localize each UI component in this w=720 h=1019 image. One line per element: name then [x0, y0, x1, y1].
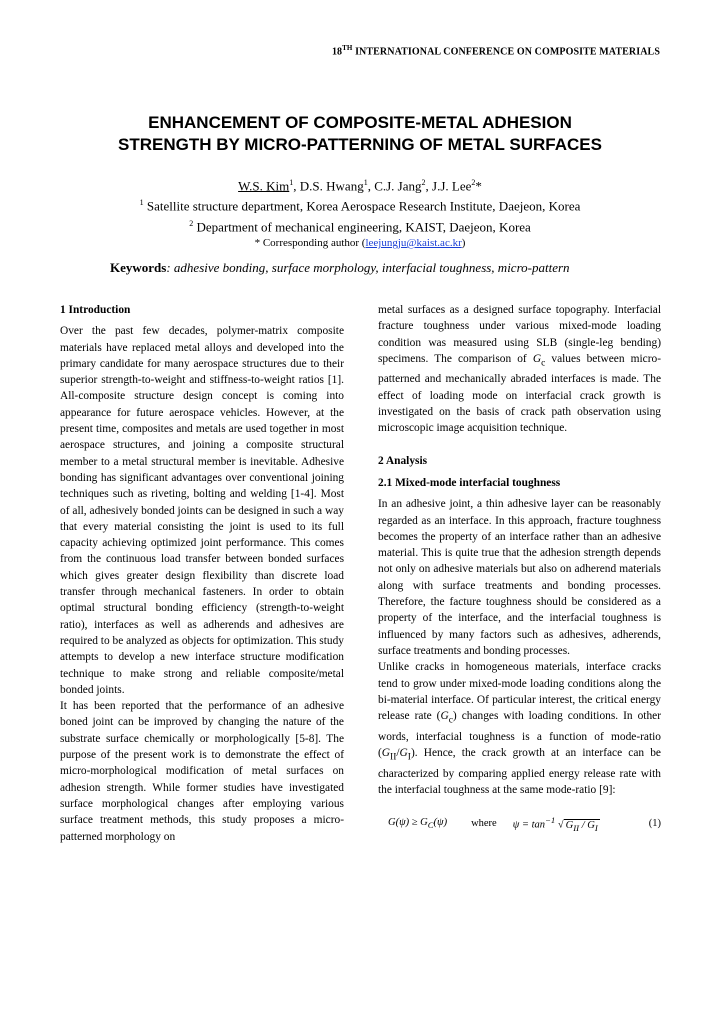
right-column: [378, 302, 661, 836]
paragraph: Unlike cracks in homogeneous materials, interface cracks tend to grow under mixed-mode loading conditions along the bi-material interface. Of particular interest, the critical energy release rate $(G_c)$ changes with loading conditions. In other words, interfacial toughness is a function of mode-ratio $(G_{II}/G_I)$. Hence, the crack growth at an interface can be characterized by comparing applied energy release rate with the interfacial toughness at the same mode-ratio [9]:: [378, 661, 661, 796]
keywords: Keywords: adhesive bonding, surface morphology, interfacial toughness, micro-pattern: [110, 260, 570, 275]
title-line-2: STRENGTH BY MICRO-PATTERNING OF METAL SURFACES: [118, 135, 602, 154]
section-heading-analysis: 2 Analysis: [378, 454, 428, 467]
author-list: W.S. Kim$^1$, D.S. Hwang$^1$, C.J. Jang$^2$, J.J. Lee$^2$*: [238, 178, 482, 194]
equation-number: (1): [648, 817, 661, 829]
title-line-1: ENHANCEMENT OF COMPOSITE-METAL ADHESION: [148, 113, 572, 132]
equation-1: [378, 812, 661, 836]
author-block: [0, 174, 720, 252]
conference-header: 18TH INTERNATIONAL CONFERENCE ON COMPOSITE MATERIALS: [331, 44, 660, 58]
paragraph: In an adhesive joint, a thin adhesive layer can be reasonably regarded as an interface. In this approach, fracture toughness becomes the property of an interface rather than an adhesive material. This is quite true that the adhesion strength depends not only on adhesive materials but also on adherend materials along with surface treatments and bonding processes. Therefore, the facture toughness should be considered as a property of the interface, and the interfacial toughness is influenced by many factors such as adhesives, adherends, surface treatments and bonding processes.: [378, 498, 661, 657]
subsection-heading: 2.1 Mixed-mode interfacial toughness: [378, 476, 561, 489]
corresponding-author: * Corresponding author (leejungju@kaist.ac.kr): [254, 236, 466, 249]
affiliation-2: $^2$ Department of mechanical engineering, KAIST, Daejeon, Korea: [189, 218, 531, 234]
paragraph: Over the past few decades, polymer-matrix composite materials have replaced metal alloys and developed into the primary candidate for many aerospace structures due to their superior strength-to-weight and stiffness-to-weight ratios [1]. All-composite structure design concept is coming into appearance for future aerospace vehicles. However, at the present time, composites and metals are used together in most aerospace structures, and joining a composite structural member to a metal structural member is inevitable. Adhesive bonding has significant advantages over conventional joining techniques such as riveting, bolting and welding [1-4]. Most of all, adhesively bonded joints can be designed in such a way that every material consisting the joint is used to its full capacity achieving optimized joint performance. This comes from the continuous load transfer between bonded surfaces which gives greater design flexibility than discrete load transfer through mechanical fasteners. In order to obtain optimal structural bonding efficiency (strength-to-weight ratio), interfaces as well as adherends and adhesives are required to be analyzed as objects for optimization. This study attempts to develop a new interface structure modification technique to make strong and reliable composite/metal bonded joints.: [60, 325, 344, 696]
affiliation-1: $^1$ Satellite structure department, Korea Aerospace Research Institute, Daejeon, Korea: [139, 198, 581, 214]
left-column: [60, 302, 344, 845]
paper-title: [0, 112, 720, 156]
section-heading-introduction: 1 Introduction: [60, 304, 131, 316]
equation-where: where: [471, 817, 497, 829]
paragraph: metal surfaces as a designed surface topography. Interfacial fracture toughness under various mixed-mode loading condition was measured using SLB (single-leg bending) specimens. The comparison of $G_c$ values between micro-patterned and mechanically abraded interfaces is made. The effect of loading mode on interfacial crack growth is investigated on the basis of crack path observation using microscopic image acquisition technique.: [378, 304, 662, 435]
paragraph: It has been reported that the performance of an adhesive boned joint can be improved by changing the nature of the substrate surface chemically or morphologically [5-8]. The purpose of the present work is to demonstrate the effect of micro-morphological modification of metal surfaces on adhesion strength. While former studies have investigated surface morphological changes after employing various surface treatment methods, this study proposes a micro-patterned morphology on: [60, 700, 344, 843]
equation-lhs: $G(\psi) \ge G_C(\psi)$: [388, 816, 448, 830]
email-link[interactable]: leejungju@kaist.ac.kr: [365, 236, 462, 249]
equation-rhs: $\psi = \tan^{-1}$ √ $G_{II} / G_I$: [512, 815, 598, 833]
